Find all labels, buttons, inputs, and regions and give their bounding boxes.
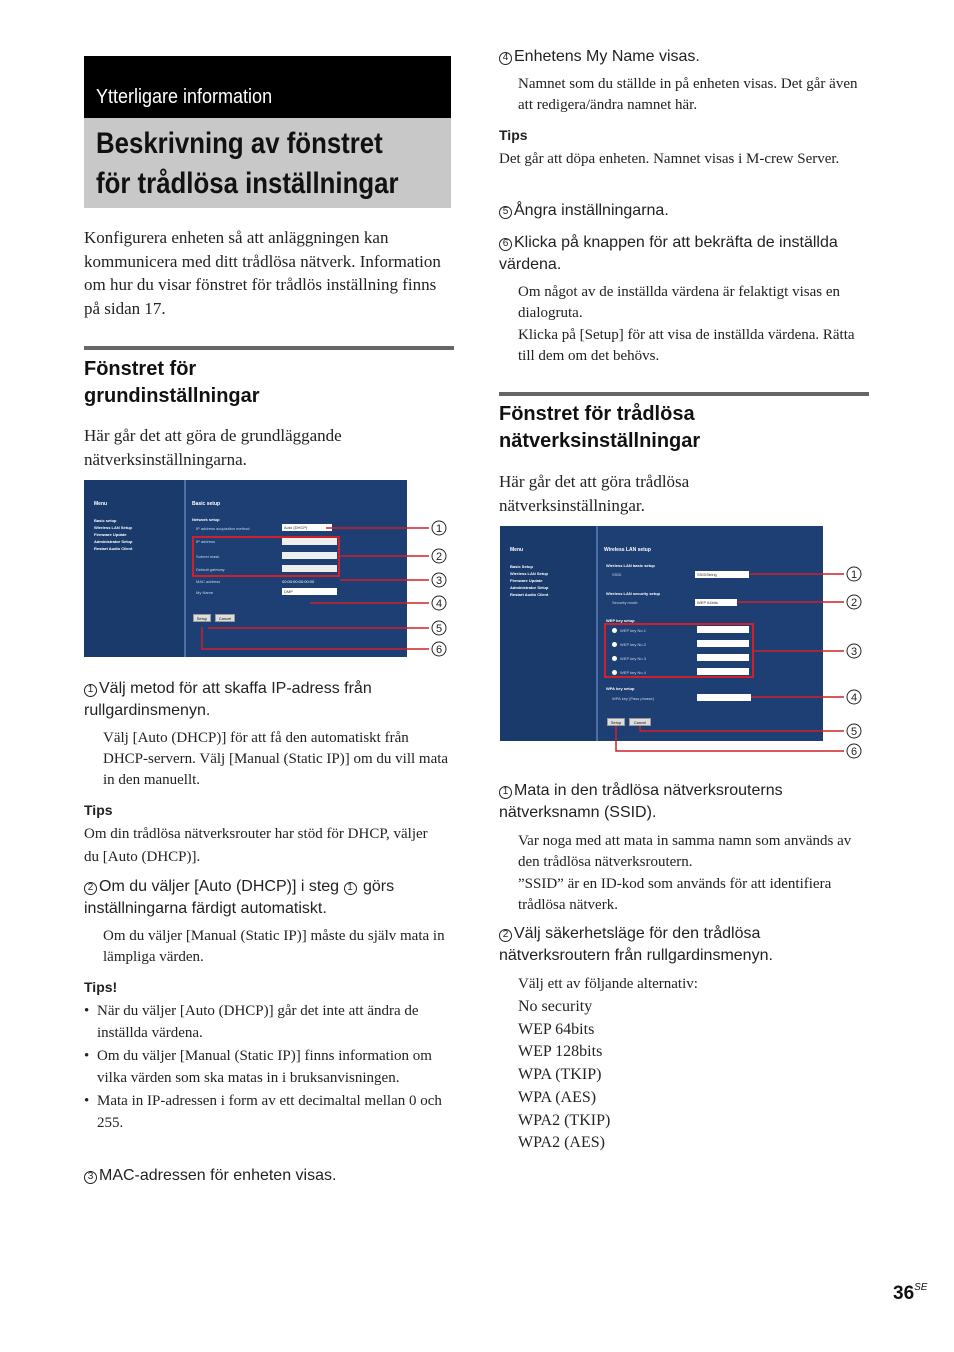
security-options-list (518, 996, 610, 1155)
callout-marker (847, 724, 861, 738)
basic-item-6-body: Klicka på [Setup] för att visa de inställda värdena. Rätta till dem om det behövs. (518, 327, 855, 364)
section-heading-wireless: Fönstret för trådlösa nätverksinställningar (499, 403, 701, 452)
screen-subsection-title: Wireless LAN security setup (606, 591, 660, 596)
tips-list-item: • Om du väljer [Manual (Static IP)] finns information om vilka värden som ska matas in i bruksanvisningen. (84, 1045, 454, 1089)
security-option: WEP 128bits (518, 1043, 603, 1061)
basic-item-4: 4 Enhetens My Name visas. (499, 46, 869, 68)
section-banner (84, 56, 451, 118)
setup-button[interactable]: Setup (193, 614, 211, 622)
basic-item-1-body: Välj [Auto (DHCP)] för att få den automatiskt från DHCP-servern. Välj [Manual (Static IP)] om du vill mata in den manuellt. (103, 730, 449, 788)
callout-marker (847, 567, 861, 581)
security-option: No security (518, 998, 593, 1015)
menu-item[interactable]: Firmware Update (94, 532, 127, 537)
svg-text:6: 6 (435, 644, 443, 656)
callout-marker (432, 642, 446, 656)
setup-button[interactable]: Setup (607, 718, 625, 726)
tips-text: Om din trådlösa nätverksrouter har stöd för DHCP, väljer du [Auto (DHCP)]. (84, 826, 428, 865)
callout-marker (847, 595, 861, 609)
callout-marker (432, 596, 446, 610)
tips-label: Tips (84, 802, 113, 818)
svg-text:1: 1 (850, 569, 858, 581)
svg-text:2: 2 (435, 551, 443, 563)
svg-text:3: 3 (435, 575, 443, 587)
basic-item-2: 2 Om du väljer [Auto (DHCP)] i steg 1 görs inställningarna färdigt automatiskt. (84, 878, 395, 917)
step-number: 6 (499, 238, 512, 251)
field-label: IP address acquisition method (196, 526, 250, 531)
wireless-item-1-body: ”SSID” är en ID-kod som används för att identifiera trådlösa nätverk. (518, 876, 832, 913)
basic-item-6: 6 Klicka på knappen för att bekräfta de inställda värdena. (499, 234, 838, 273)
callout-marker (432, 621, 446, 635)
menu-item[interactable]: Wireless LAN Setup (94, 525, 132, 530)
basic-lead: Här går det att göra de grundläggande nätverksinställningarna. (84, 426, 342, 469)
mac-address-value: 00:00:00:00:00:00 (282, 579, 315, 584)
heading-rule (499, 392, 869, 396)
title-box (84, 118, 451, 208)
intro-paragraph: Konfigurera enheten så att anläggningen kan kommunicera med ditt trådlösa nätverk. Information om hur du visar fönstret för trådlös inställning finns på sidan 17. (84, 228, 441, 318)
wireless-item-1-body: Var noga med att mata in samma namn som används av den trådlösa nätverksroutern. (518, 833, 852, 870)
security-mode-select[interactable]: WEP 64bits (695, 599, 737, 606)
security-options-lead: Välj ett av följande alternativ: (518, 976, 698, 992)
page-title: Beskrivning av fönstret för trådlösa inställningar (96, 127, 399, 200)
basic-item-2-body: Om du väljer [Manual (Static IP)] måste du själv mata in lämpliga värden. (103, 928, 445, 965)
svg-text:3: 3 (850, 646, 858, 658)
tips-list-item: • När du väljer [Auto (DHCP)] går det inte att ändra de inställda värdena. (84, 1000, 454, 1044)
menu-item[interactable]: Basic Setup (510, 564, 533, 569)
field-label: SSID (612, 572, 622, 577)
step-number: 1 (499, 786, 512, 799)
screen-section-title: Basic setup (192, 501, 221, 507)
callout-marker (847, 690, 861, 704)
menu-item[interactable]: Firmware Update (510, 578, 543, 583)
security-option: WPA (AES) (518, 1088, 597, 1106)
field-label: WEP key No.1 (620, 628, 646, 633)
screen-section-title: Wireless LAN setup (604, 547, 651, 553)
svg-text:4: 4 (850, 692, 858, 704)
tips-label: Tips (499, 127, 528, 143)
field-label: WEP key No.4 (620, 670, 646, 675)
page-suffix: SE (914, 1282, 928, 1293)
svg-text:5: 5 (850, 726, 858, 738)
wireless-item-2: 2 Välj säkerhetsläge för den trådlösa nätverksroutern från rullgardinsmenyn. (499, 925, 773, 964)
menu-item[interactable]: Basic setup (94, 518, 117, 523)
step-number: 4 (499, 52, 512, 65)
screen-subsection-title: WPA key setup (606, 686, 635, 691)
tips-list (84, 1000, 454, 1134)
svg-text:2: 2 (850, 597, 858, 609)
screen-subsection-title: Network setup (192, 517, 220, 522)
ip-method-select[interactable]: Auto (DHCP) (282, 524, 332, 531)
screen-subsection-title: WEP key setup (606, 618, 635, 623)
field-label: Security mode (612, 600, 638, 605)
menu-title: Menu (94, 501, 108, 507)
menu-item[interactable]: Administrator Setup (510, 585, 549, 590)
field-label: MAC address (196, 579, 221, 584)
basic-item-1: 1 Välj metod för att skaffa IP-adress från rullgardinsmenyn. (84, 680, 372, 719)
screen-subsection-title: Wireless LAN basic setup (606, 563, 655, 568)
tips-text: Det går att döpa enheten. Namnet visas i M-crew Server. (499, 151, 840, 167)
menu-item[interactable]: Restart Audio Client (94, 546, 133, 551)
my-name-field[interactable]: DMP (282, 588, 337, 595)
step-number: 1 (84, 684, 97, 697)
basic-item-6-body: Om något av de inställda värdena är felaktigt visas en dialogruta. (518, 284, 840, 321)
field-label: WEP key No.2 (620, 642, 646, 647)
step-number: 5 (499, 206, 512, 219)
menu-item[interactable]: Administrator Setup (94, 539, 133, 544)
svg-text:4: 4 (435, 598, 443, 610)
svg-text:6: 6 (850, 746, 858, 758)
callout-marker (847, 644, 861, 658)
security-option: WEP 64bits (518, 1020, 595, 1038)
field-label: WPA key (Pass phrase) (612, 696, 654, 701)
tips-list-item: • Mata in IP-adressen i form av ett decimaltal mellan 0 och 255. (84, 1090, 454, 1134)
step-number: 2 (84, 882, 97, 895)
menu-title: Menu (510, 547, 524, 553)
security-option: WPA (TKIP) (518, 1066, 602, 1084)
screenshot1-callouts (84, 480, 454, 665)
menu-item[interactable]: Wireless LAN Setup (510, 571, 548, 576)
svg-text:1: 1 (435, 523, 443, 535)
field-label: IP address (196, 539, 216, 544)
field-label: My Name (196, 590, 214, 595)
field-label: WEP key No.3 (620, 656, 646, 661)
cancel-button[interactable]: Cancel (215, 614, 235, 622)
step-number: 3 (84, 1171, 97, 1184)
field-label: Subnet mask (196, 554, 220, 559)
field-label: Default gateway (196, 567, 225, 572)
step-number: 2 (499, 929, 512, 942)
wireless-item-1: 1 Mata in den trådlösa nätverksrouterns nätverksnamn (SSID). (499, 782, 783, 821)
section-heading-basic: Fönstret för grundinställningar (84, 358, 260, 407)
screenshot2-callouts (500, 526, 870, 766)
heading-rule (84, 346, 454, 350)
basic-item-5: 5 Ångra inställningarna. (499, 200, 869, 222)
callout-marker (847, 744, 861, 758)
page-number: $36^{SE}$ (893, 1282, 928, 1304)
wireless-lead: Här går det att göra trådlösa nätverksinställningar. (499, 472, 690, 515)
cancel-button[interactable]: Cancel (629, 718, 651, 726)
callout-marker (432, 521, 446, 535)
tips-label: Tips! (84, 979, 118, 995)
svg-text:5: 5 (435, 623, 443, 635)
security-option: WPA2 (TKIP) (518, 1111, 611, 1129)
basic-item-4-body: Namnet som du ställde in på enheten visas. Det går även att redigera/ändra namnet här. (518, 76, 858, 113)
callout-marker (432, 573, 446, 587)
section-category: Ytterligare information (96, 86, 273, 108)
basic-item-3: 3 MAC-adressen för enheten visas. (84, 1165, 444, 1187)
security-option: WPA2 (AES) (518, 1134, 605, 1152)
step-reference: 1 (344, 882, 357, 895)
menu-item[interactable]: Restart Audio Client (510, 592, 549, 597)
ssid-field[interactable]: SSIDString (695, 571, 749, 578)
callout-marker (432, 549, 446, 563)
